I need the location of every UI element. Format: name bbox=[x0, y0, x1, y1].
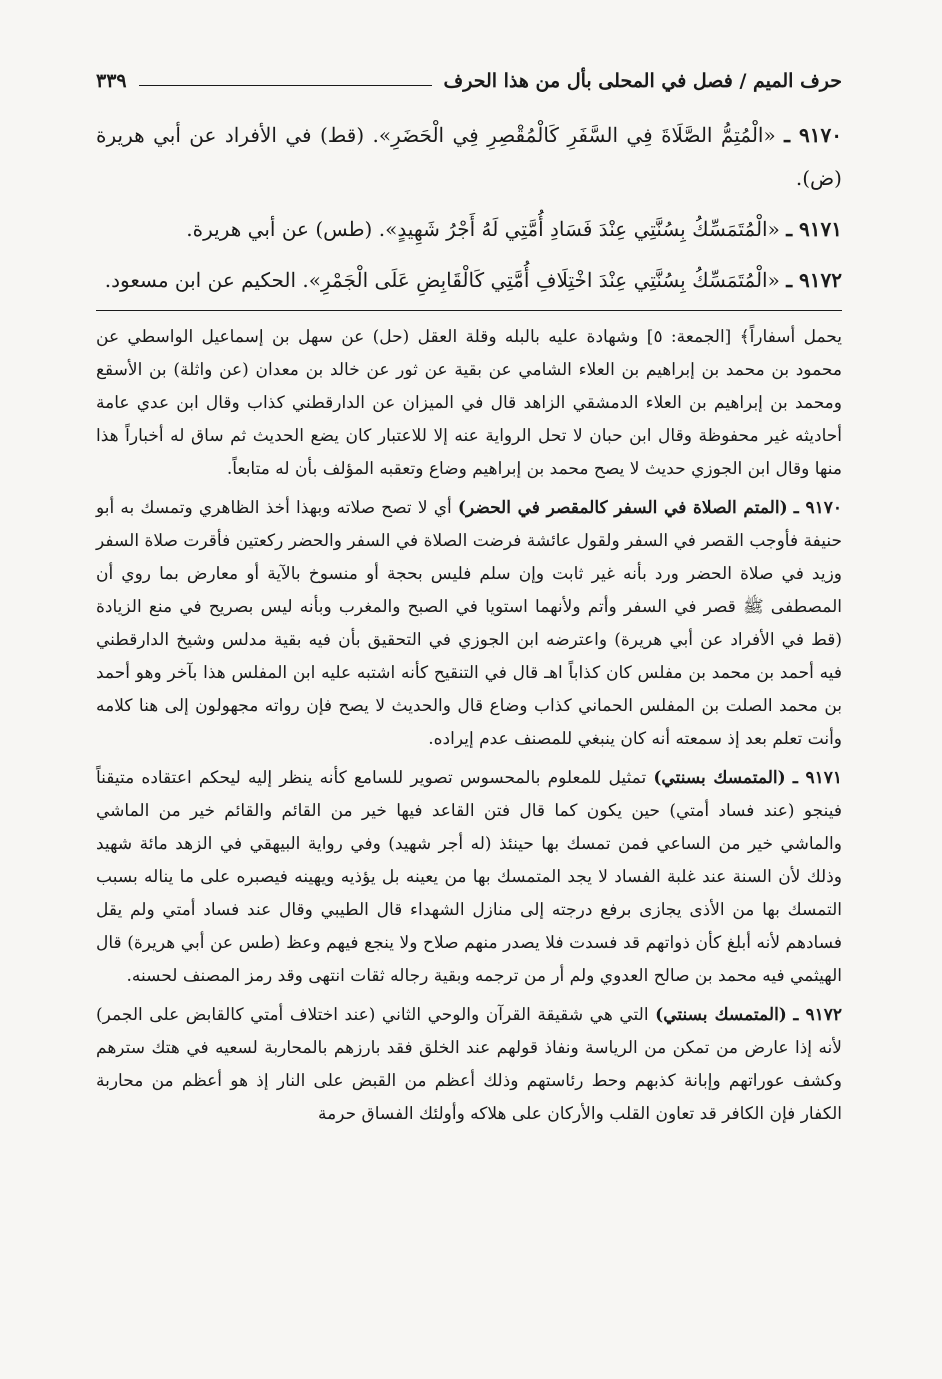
hadith-text: «الْمُتَمَسِّكُ بِسُنَّتِي عِنْدَ فَسَادِ أُمَّتِي لَهُ أَجْرُ شَهِيدٍ». (طس) عن أبي هريرة. bbox=[186, 217, 780, 241]
note-text: أي لا تصح صلاته وبهذا أخذ الظاهري وتمسك به أبو حنيفة فأوجب القصر في السفر ولقول عائشة فرضت الصلاة في السفر والحضر ركعتين فأقرت صلاة السفر وزيد في صلاة الحضر ورد بأنه غير ثابت وإن سلم فليس بحجة أو منسوخ بالآية أو معارض بما روي أن المصطفى ﷺ قصر في السفر وأتم ولأنهما استويا في الصبح والمغرب وبأنه ليس بصريح في منع الزيادة (قط في الأفراد عن أبي هريرة) واعترضه ابن الجوزي في التحقيق بأن فيه بقية مدلس وشيخ الدارقطني فيه أحمد بن محمد بن مفلس كان كذاباً اهـ قال في التنقيح كأنه اشتبه عليه ابن المفلس هذا بآخر وهو أحمد بن محمد الصلت بن المفلس الحماني كذاب وضاع قال والحديث لا يصح فإن رواته مجهولون إلى هنا كلامه وأنت تعلم بعد إذ سمعته أنه كان ينبغي للمصنف عدم إيراده. bbox=[96, 498, 842, 749]
page-number: ٣٣٩ bbox=[96, 70, 127, 92]
commentary-note bbox=[96, 492, 842, 756]
header-title: حرف الميم / فصل في المحلى بأل من هذا الحرف bbox=[443, 70, 842, 92]
note-number: ٩١٧٢ ـ bbox=[793, 1005, 843, 1025]
note-lead: (المتمسك بسنتي) bbox=[655, 1005, 787, 1025]
hadith-text: «الْمُتَمَسِّكُ بِسُنَّتِي عِنْدَ اخْتِلَافِ أُمَّتِي كَالْقَابِضِ عَلَى الْجَمْرِ». الحكيم عن ابن مسعود. bbox=[104, 268, 780, 292]
commentary-continuation: يحمل أسفاراً﴾ [الجمعة: ٥] وشهادة عليه بالبله وقلة العقل (حل) عن سهل بن إسماعيل الواسطي عن محمود بن محمد بن إبراهيم بن العلاء الشامي عن بقية عن ثور عن خالد بن معدان (عن واثلة) بن الأسقع ومحمد بن إبراهيم بن العلاء الدمشقي الزاهد قال في الميزان عن الدارقطني كذاب وقال ابن عدي عامة أحاديثه غير محفوظة وقال ابن حبان لا تحل الرواية عنه إلا للاعتبار كان يضع الحديث ثم ساق له أخباراً هذا منها وقال ابن الجوزي حديث لا يصح محمد بن إبراهيم وضاع وتعقبه المؤلف بأن له متابعاً. bbox=[96, 327, 843, 479]
section-divider bbox=[96, 310, 842, 311]
note-text: تمثيل للمعلوم بالمحسوس تصوير للسامع كأنه ينظر إليه ليحكم اعتقاده متيقناً فينجو (عند فساد أمتي) حين يكون كما قال فتن القاعد فيها خير من القائم والقائم خير من الماشي والماشي خير من الساعي فمن تمسك بها حينئذ (له أجر شهيد) وفي رواية البيهقي في الزهد مائة شهيد وذلك لأن السنة عند غلبة الفساد لا يجد المتمسك بها من يعينه بل يؤذيه ويهينه فيصبره على ما يناله بسبب التمسك بها من الأذى يجازى برفع درجته إلى منازل الشهداء قال الطيبي وقال عند فساد أمتي ولم يقل فسادهم لأنه أبلغ كأن ذواتهم قد فسدت فلا يصدر منهم صلاح ولا ينجع فيهم وعظ (طس عن أبي هريرة) قال الهيثمي فيه محمد بن صالح العدوي ولم أر من ترجمه وبقية رجاله ثقات انتهى وقد رمز المصنف لحسنه. bbox=[96, 768, 842, 986]
note-number: ٩١٧١ ـ bbox=[792, 768, 842, 788]
note-text: التي هي شقيقة القرآن والوحي الثاني (عند اختلاف أمتي كالقابض على الجمر) لأنه إذا عارض من تمكن من الرياسة ونفاذ قولهم عند الخلق فقد بارزهم بالمحاربة لسعيه في هتك سترهم وكشف عوراتهم وإبانة كذبهم وحط رئاستهم وذلك أعظم من القبض على النار إذ هو أعظم من محاربة الكفار فإن الكافر قد تعاون القلب والأركان على هلاكه وأولئك الفساق حرمة bbox=[96, 1005, 842, 1124]
hadith-entry bbox=[96, 259, 842, 302]
note-lead: (المتمسك بسنتي) bbox=[653, 768, 786, 788]
hadith-number: ٩١٧٢ ـ bbox=[786, 268, 842, 292]
commentary-section bbox=[96, 321, 842, 1131]
header-rule bbox=[139, 85, 432, 86]
commentary-note bbox=[96, 762, 842, 993]
hadith-text: «الْمُتِمُّ الصَّلَاةَ فِي السَّفَرِ كَالْمُقْصِرِ فِي الْحَضَرِ». (قط) في الأفراد عن أبي هريرة (ض). bbox=[96, 123, 842, 190]
hadith-main-text bbox=[96, 114, 842, 302]
hadith-entry bbox=[96, 208, 842, 251]
note-lead: (المتم الصلاة في السفر كالمقصر في الحضر) bbox=[457, 498, 788, 518]
note-number: ٩١٧٠ ـ bbox=[793, 498, 842, 518]
hadith-entry bbox=[96, 114, 842, 200]
hadith-number: ٩١٧١ ـ bbox=[786, 217, 842, 241]
hadith-number: ٩١٧٠ ـ bbox=[784, 123, 842, 147]
running-header bbox=[96, 58, 842, 104]
commentary-note bbox=[96, 999, 842, 1131]
